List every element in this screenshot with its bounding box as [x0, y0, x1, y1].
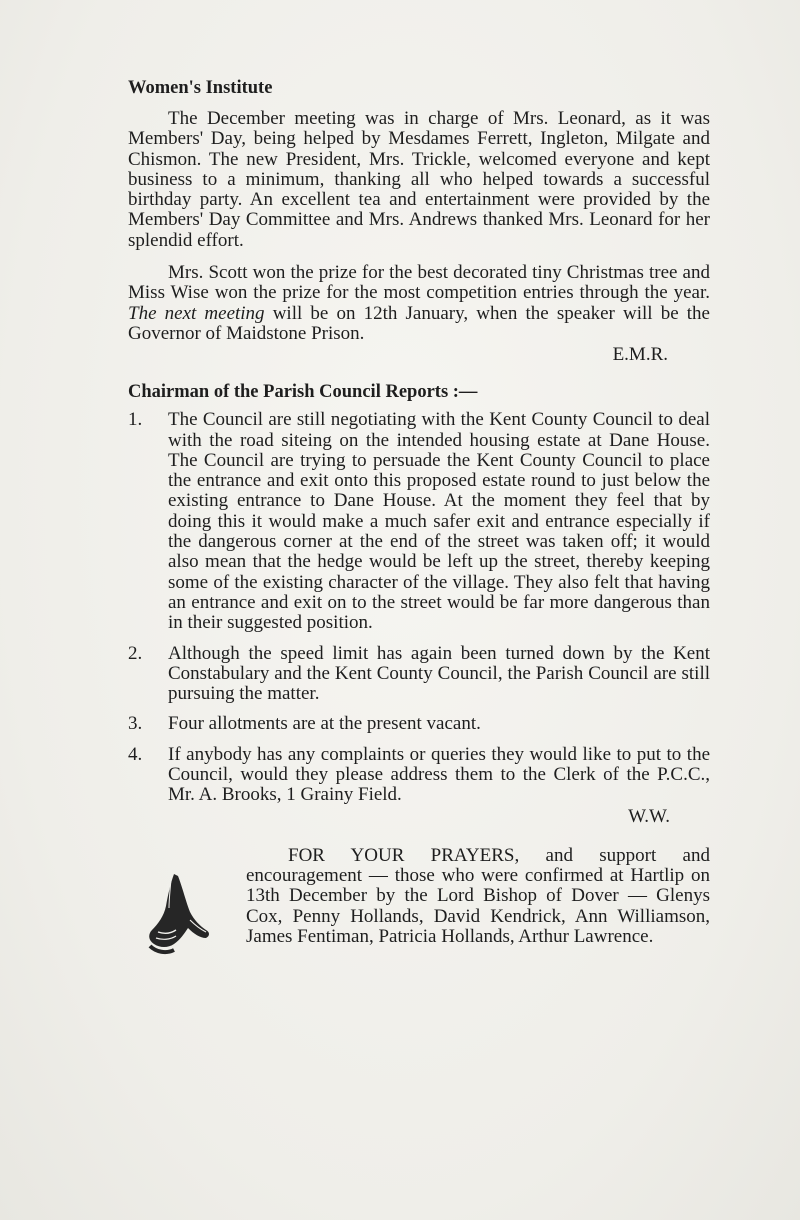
- page-content: [128, 76, 710, 947]
- prayers-text: and support and encouragement — those who were confirmed at Hartlip on 13th December by the Lord Bishop of Dover — Glenys Cox, Penny Hollands, David Kendrick, Ann Williamson, James Fentiman, Patricia Hollands, Arthur Lawrence.: [246, 844, 710, 947]
- list-item: [128, 745, 710, 806]
- wi-paragraph-1: The December meeting was in charge of Mrs. Leonard, as it was Members' Day, being helped by Mesdames Ferrett, Ingleton, Milgate and Chismon. The new President, Mrs. Trickle, welcomed everyone and kept business to a minimum, thanking all who helped towards a successful birthday party. An excellent tea and entertainment were provided by the Members' Day Committee and Mrs. Andrews thanked Mrs. Leonard for her splendid effort.: [128, 108, 710, 251]
- item-number: 2.: [128, 642, 143, 664]
- council-report-list: [128, 410, 710, 805]
- wi-heading: Women's Institute: [128, 78, 273, 98]
- item-text: If anybody has any complaints or queries they would like to put to the Council, would they please address them to the Clerk of the P.C.C., Mr. A. Brooks, 1 Grainy Field.: [168, 743, 710, 806]
- wi-para2-before: Mrs. Scott won the prize for the best decorated tiny Christmas tree and Miss Wise won the prize for the most competition entries through the year.: [128, 262, 710, 304]
- item-text: The Council are still negotiating with the Kent County Council to deal with the road siteing on the intended housing estate at Dane House. The Council are trying to persuade the Kent County Council to place the entrance and exit onto this proposed estate round to just below the existing entrance to Dane House. At the moment they feel that by doing this it would make a much safer exit and entrance especially if the dangerous corner at the end of the street was taken off; it would also mean that the hedge would be left up the street, thereby keeping some of the existing character of the village. They also felt that having an entrance and exit on to the street would be far more dangerous than in their suggested position.: [168, 409, 710, 634]
- praying-hands-icon: [144, 872, 214, 958]
- item-number: 1.: [128, 409, 143, 431]
- wi-signature: E.M.R.: [612, 344, 668, 366]
- prayers-section: [128, 846, 710, 947]
- council-signature: W.W.: [628, 805, 670, 827]
- item-number: 4.: [128, 743, 143, 765]
- wi-para2-italic: The next meeting: [128, 302, 265, 324]
- list-item: [128, 644, 710, 705]
- list-item: [128, 410, 710, 633]
- item-number: 3.: [128, 713, 143, 735]
- item-text: Although the speed limit has again been turned down by the Kent Constabulary and the Kent County Council, the Parish Council are still pursuing the matter.: [168, 642, 710, 705]
- wi-paragraph-2: [128, 263, 710, 344]
- item-text: Four allotments are at the present vacant.: [168, 713, 481, 735]
- list-item: [128, 714, 710, 734]
- prayers-lead: FOR YOUR PRAYERS,: [288, 844, 520, 866]
- council-heading: Chairman of the Parish Council Reports :—: [128, 382, 478, 403]
- wi-para2-after: will be on 12th January, when the speaker will be the Governor of Maidstone Prison.: [128, 302, 710, 344]
